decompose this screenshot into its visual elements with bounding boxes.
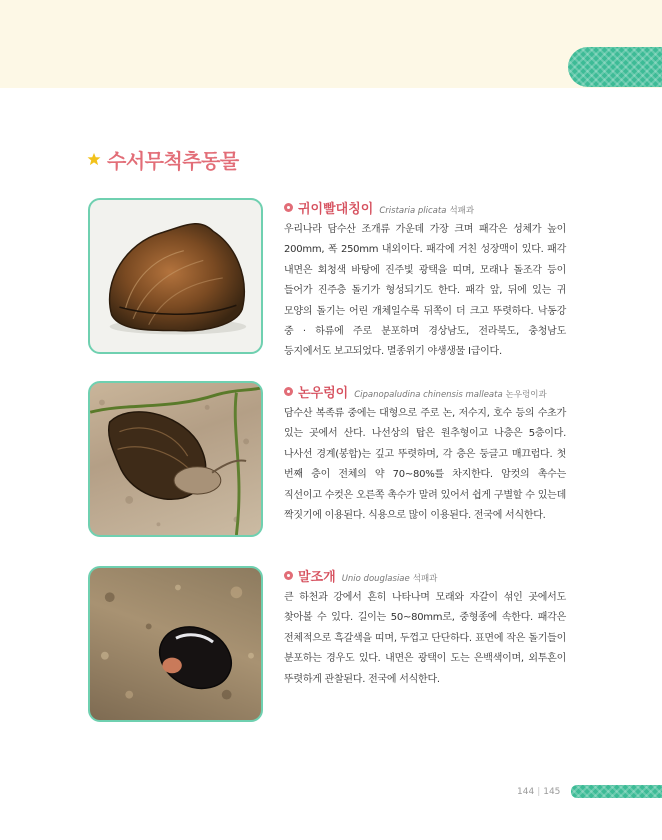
header-band (0, 0, 662, 88)
species-name: 말조개 (298, 570, 336, 585)
family-name: 석패과 (449, 206, 475, 216)
bullet-icon (284, 203, 293, 212)
page-numbers (517, 787, 560, 797)
photo-cipanopaludina (88, 381, 263, 537)
scientific-name: Unio douglasiae (341, 574, 410, 584)
species-name: 귀이빨대칭이 (298, 202, 374, 217)
family-name: 논우렁이과 (505, 390, 547, 400)
entry-cristaria-plicata (284, 198, 566, 363)
star-icon (87, 152, 101, 166)
scientific-name: Cipanopaludina chinensis malleata (354, 390, 503, 400)
page-number-left: 144 (517, 787, 535, 797)
species-description: 우리나라 담수산 조개류 가운데 가장 크며 패각은 성체가 높이 200mm, 폭 250mm 내외이다. 패각에 거친 성장맥이 있다. 패각 내면은 회청색 바탕에 진주빛 광택을 띠며, 모래나 돌조각 등이 들어가 진주층 돌기가 형성되기도 한다. 패각 앞, 뒤에 있는 귀 모양의 돌기는 어린 개체일수록 뒤쪽이 더 크고 뚜렷하다. 낙동강 중 · 하류에 주로 분포하며 경상남도, 전라북도, 충청남도 등지에서도 보고되었다. 멸종위기 야생생물 Ⅰ급이다. (284, 224, 566, 358)
family-name: 석패과 (412, 574, 438, 584)
scientific-name: Cristaria plicata (379, 206, 447, 216)
footer-bar-decoration (571, 785, 662, 798)
species-description: 큰 하천과 강에서 흔히 나타나며 모래와 자갈이 섞인 곳에서도 찾아볼 수 있다. 길이는 50~80mm로, 중형종에 속한다. 패각은 전체적으로 흑갈색을 띠며, 두껍고 단단하다. 표면에 작은 돌기들이 분포하는 경우도 있다. 내면은 광택이 도는 은백색이며, 외투흔이 뚜렷하게 관찰된다. 전국에 서식한다. (284, 592, 566, 685)
section-title-text: 수서무척추동물 (107, 148, 239, 173)
bullet-icon (284, 387, 293, 396)
entry-unio-douglasiae (284, 566, 566, 690)
entry-heading (284, 382, 566, 400)
species-name: 논우렁이 (298, 386, 349, 401)
entry-cipanopaludina (284, 382, 566, 526)
species-description: 담수산 복족류 중에는 대형으로 주로 논, 저수지, 호수 등의 수초가 있는 곳에서 산다. 나선상의 탑은 원추형이고 나층은 5층이다. 나사선 경계(봉합)는 깊고 뚜렷하며, 각 층은 둥글고 매끄럽다. 첫 번째 층이 전체의 약 70~80%를 차지한다. 암컷의 촉수는 직선이고 수컷은 오른쪽 촉수가 말려 있어서 쉽게 구별할 수 있는데 짝짓기에 이용된다. 식용으로 많이 이용된다. 전국에 서식한다. (284, 408, 566, 522)
header-tab-decoration (568, 47, 662, 87)
section-title (87, 144, 239, 174)
bullet-icon (284, 571, 293, 580)
page-number-separator: | (537, 787, 541, 797)
entry-heading (284, 566, 566, 584)
photo-cristaria-plicata (88, 198, 263, 354)
entry-heading (284, 198, 566, 216)
photo-unio-douglasiae (88, 566, 263, 722)
page-number-right: 145 (543, 787, 561, 797)
